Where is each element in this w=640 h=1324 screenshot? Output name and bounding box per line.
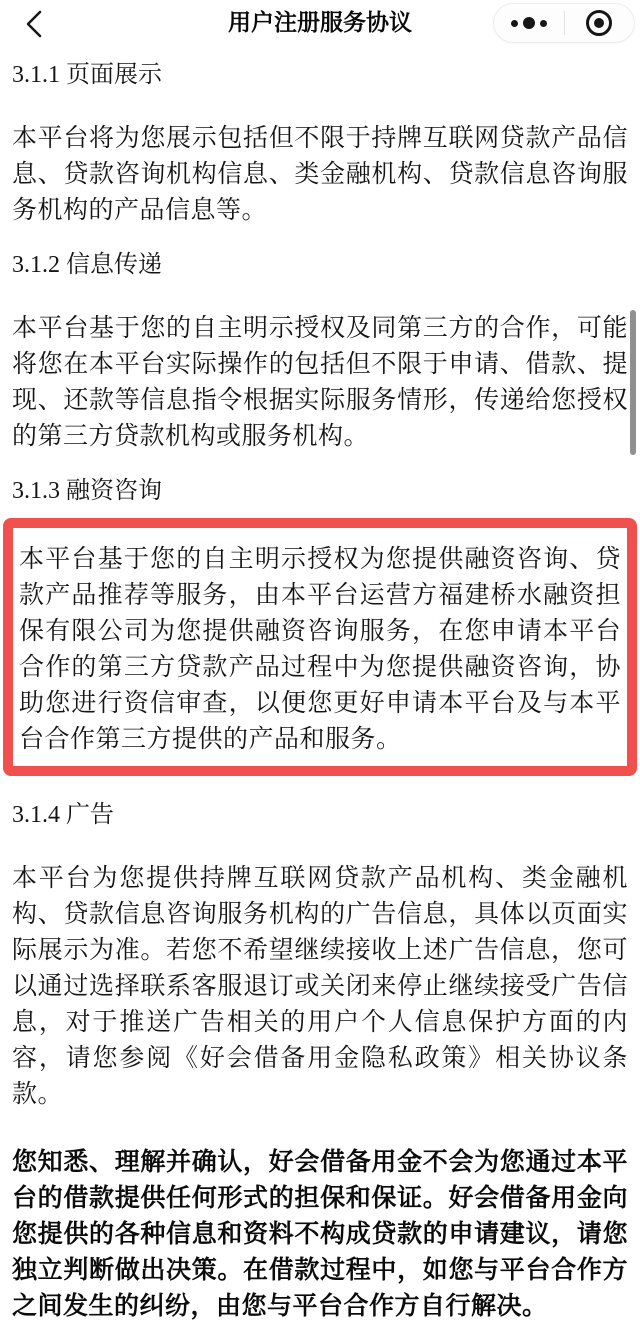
back-button[interactable] — [14, 4, 54, 44]
emphasis-paragraph: 您知悉、理解并确认，好会借备用金不会为您通过本平台的借款提供任何形式的担保和保证。好会借备用金向您提供的各种信息和资料不构成贷款的申请建议，请您独立判断做出决策。在借款过程中，如您与平台合作方之间发生的纠纷，由您与平台合作方自行解决。 — [12, 1148, 628, 1320]
three-dots-icon — [511, 17, 547, 29]
chevron-left-icon — [23, 9, 45, 39]
section-paragraph-3-1-4: 本平台为您提供持牌互联网贷款产品机构、类金融机构、贷款信息咨询服务机构的广告信息，具体以页面实际展示为准。若您不希望继续接收上述广告信息，您可以通过选择联系客服退订或关闭来停止继续接受广告信息，对于推送广告相关的用户个人信息保护方面的内容，请您参阅《好会借备用金隐私政策》相关协议条款。 — [12, 864, 628, 1108]
miniprogram-capsule — [493, 3, 635, 43]
section-heading-3-1-3: 3.1.3 融资咨询 — [12, 478, 162, 504]
agreement-body — [0, 60, 640, 1324]
scrollbar-thumb[interactable] — [630, 310, 636, 455]
section-paragraph-3-1-1: 本平台将为您展示包括但不限于持牌互联网贷款产品信息、贷款咨询机构信息、类金融机构、贷款信息咨询服务机构的产品信息等。 — [12, 124, 628, 224]
navbar — [0, 0, 640, 48]
section-heading-3-1-1: 3.1.1 页面展示 — [12, 62, 162, 88]
highlight-annotation-box — [3, 518, 637, 776]
page-title: 用户注册服务协议 — [228, 9, 412, 35]
more-menu-button[interactable] — [494, 4, 564, 42]
section-paragraph-3-1-2: 本平台基于您的自主明示授权及同第三方的合作，可能将您在本平台实际操作的包括但不限于申请、借款、提现、还款等信息指令根据实际服务情形，传递给您授权的第三方贷款机构或服务机构。 — [12, 314, 628, 450]
section-heading-3-1-2: 3.1.2 信息传递 — [12, 252, 162, 278]
close-home-button[interactable] — [565, 4, 635, 42]
section-paragraph-3-1-3: 本平台基于您的自主明示授权为您提供融资咨询、贷款产品推荐等服务，由本平台运营方福建桥水融资担保有限公司为您提供融资咨询服务，在您申请本平台合作的第三方贷款产品过程中为您提供融资咨询，协助您进行资信审查，以便您更好申请本平台及与本平台合作第三方提供的产品和服务。 — [19, 545, 621, 753]
section-heading-3-1-4: 3.1.4 广告 — [12, 802, 114, 828]
target-circle-icon — [586, 10, 612, 36]
